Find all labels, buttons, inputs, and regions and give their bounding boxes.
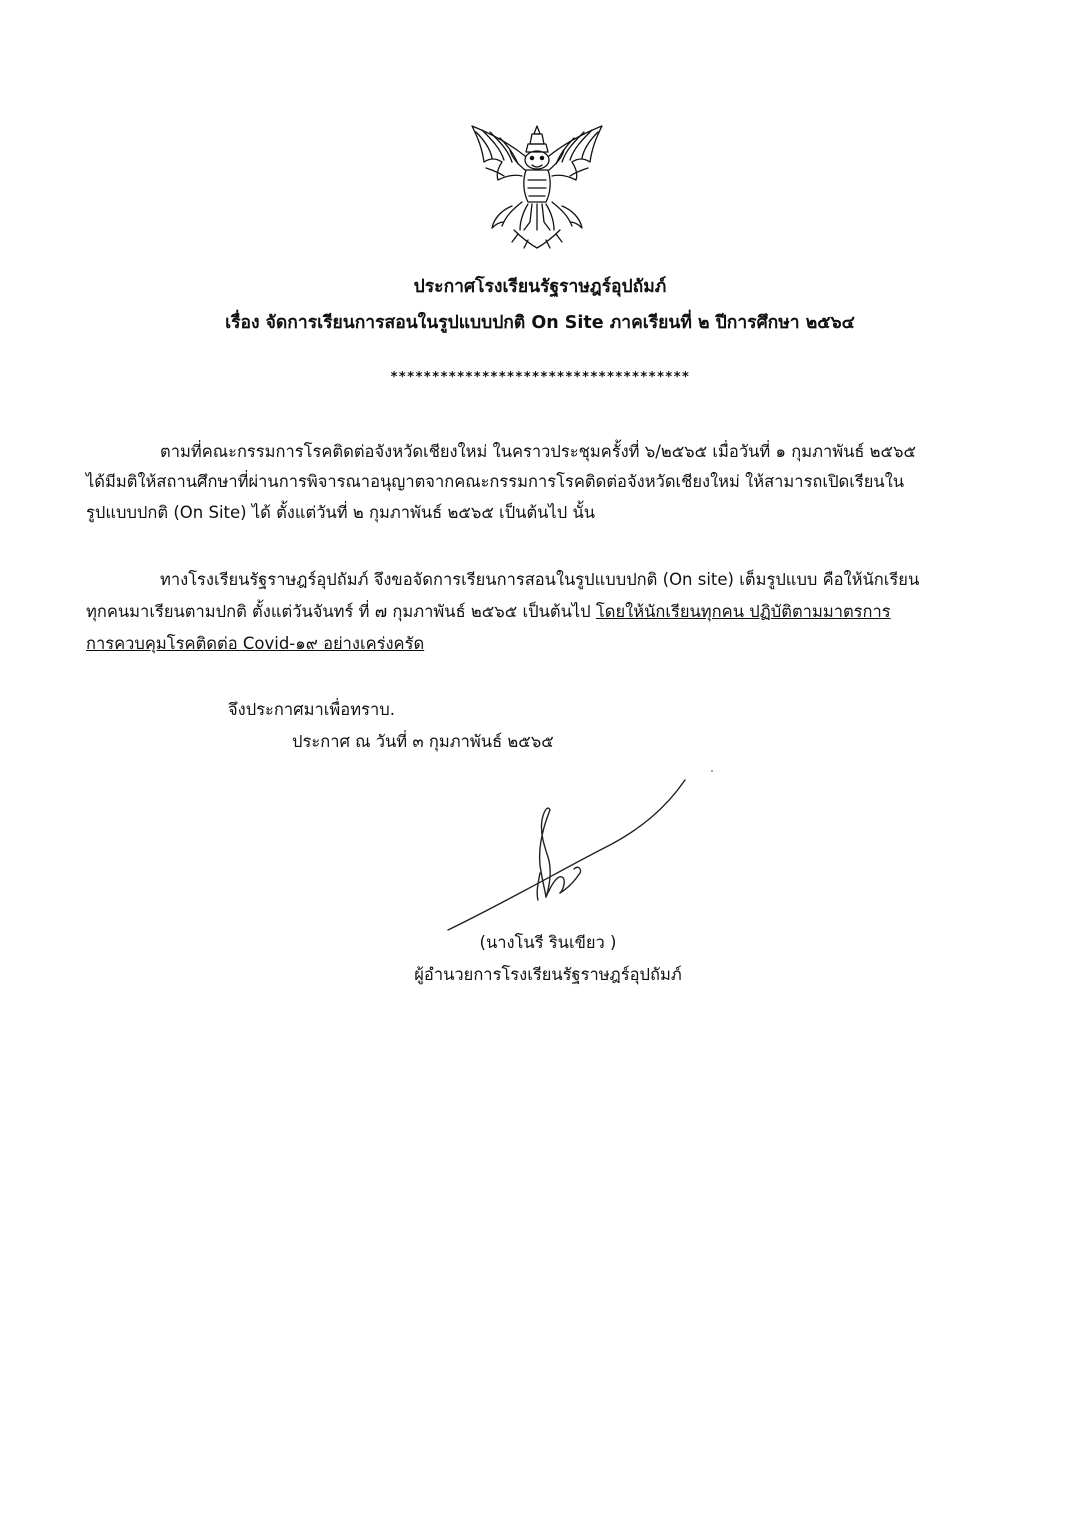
separator-line: ************************************ xyxy=(390,370,690,385)
paragraph1-line3: รูปแบบปกติ (On Site) ได้ ตั้งแต่วันที่ ๒ กุมภาพันธ์ ๒๕๖๕ เป็นต้นไป นั้น xyxy=(86,503,596,522)
paragraph1-line1: ตามที่คณะกรรมการโรคติดต่อจังหวัดเชียงใหม่ ในคราวประชุมครั้งที่ ๖/๒๕๖๕ เมื่อวันที่ ๑ กุมภาพันธ์ ๒๕๖๕ xyxy=(160,442,917,461)
paragraph2-line1: ทางโรงเรียนรัฐราษฎร์อุปถัมภ์ จึงขอจัดการเรียนการสอนในรูปแบบปกติ (On site) เต็มรูปแบบ คือให้นักเรียน xyxy=(160,570,920,589)
paragraph2-line2-emphasis: โดยให้นักเรียนทุกคน ปฏิบัติตามมาตรการ xyxy=(595,602,891,621)
paragraph2-line3-emphasis: การควบคุมโรคติดต่อ Covid-๑๙ อย่างเคร่งครัด xyxy=(86,634,425,653)
signatory-name: (นางโนรี รินเขียว ) xyxy=(479,933,617,952)
document-title: ประกาศโรงเรียนรัฐราษฎร์อุปถัมภ์ xyxy=(413,277,667,297)
document-subject: เรื่อง จัดการเรียนการสอนในรูปแบบปกติ On Site ภาคเรียนที่ ๒ ปีการศึกษา ๒๕๖๔ xyxy=(225,313,855,333)
closing-announce: จึงประกาศมาเพื่อทราบ. xyxy=(228,700,395,719)
garuda-emblem-icon xyxy=(462,118,612,253)
handwritten-signature xyxy=(440,765,720,940)
closing-date: ประกาศ ณ วันที่ ๓ กุมภาพันธ์ ๒๕๖๕ xyxy=(292,732,554,751)
signatory-position: ผู้อำนวยการโรงเรียนรัฐราษฎร์อุปถัมภ์ xyxy=(414,965,682,984)
paragraph2-line2-text: ทุกคนมาเรียนตามปกติ ตั้งแต่วันจันทร์ ที่ ๗ กุมภาพันธ์ ๒๕๖๕ เป็นต้นไป xyxy=(86,602,596,621)
paragraph1-line2: ได้มีมติให้สถานศึกษาที่ผ่านการพิจารณาอนุญาตจากคณะกรรมการโรคติดต่อจังหวัดเชียงใหม่ ให้สามารถเปิดเรียนใน xyxy=(86,472,905,491)
paragraph2-line2 xyxy=(86,600,891,624)
